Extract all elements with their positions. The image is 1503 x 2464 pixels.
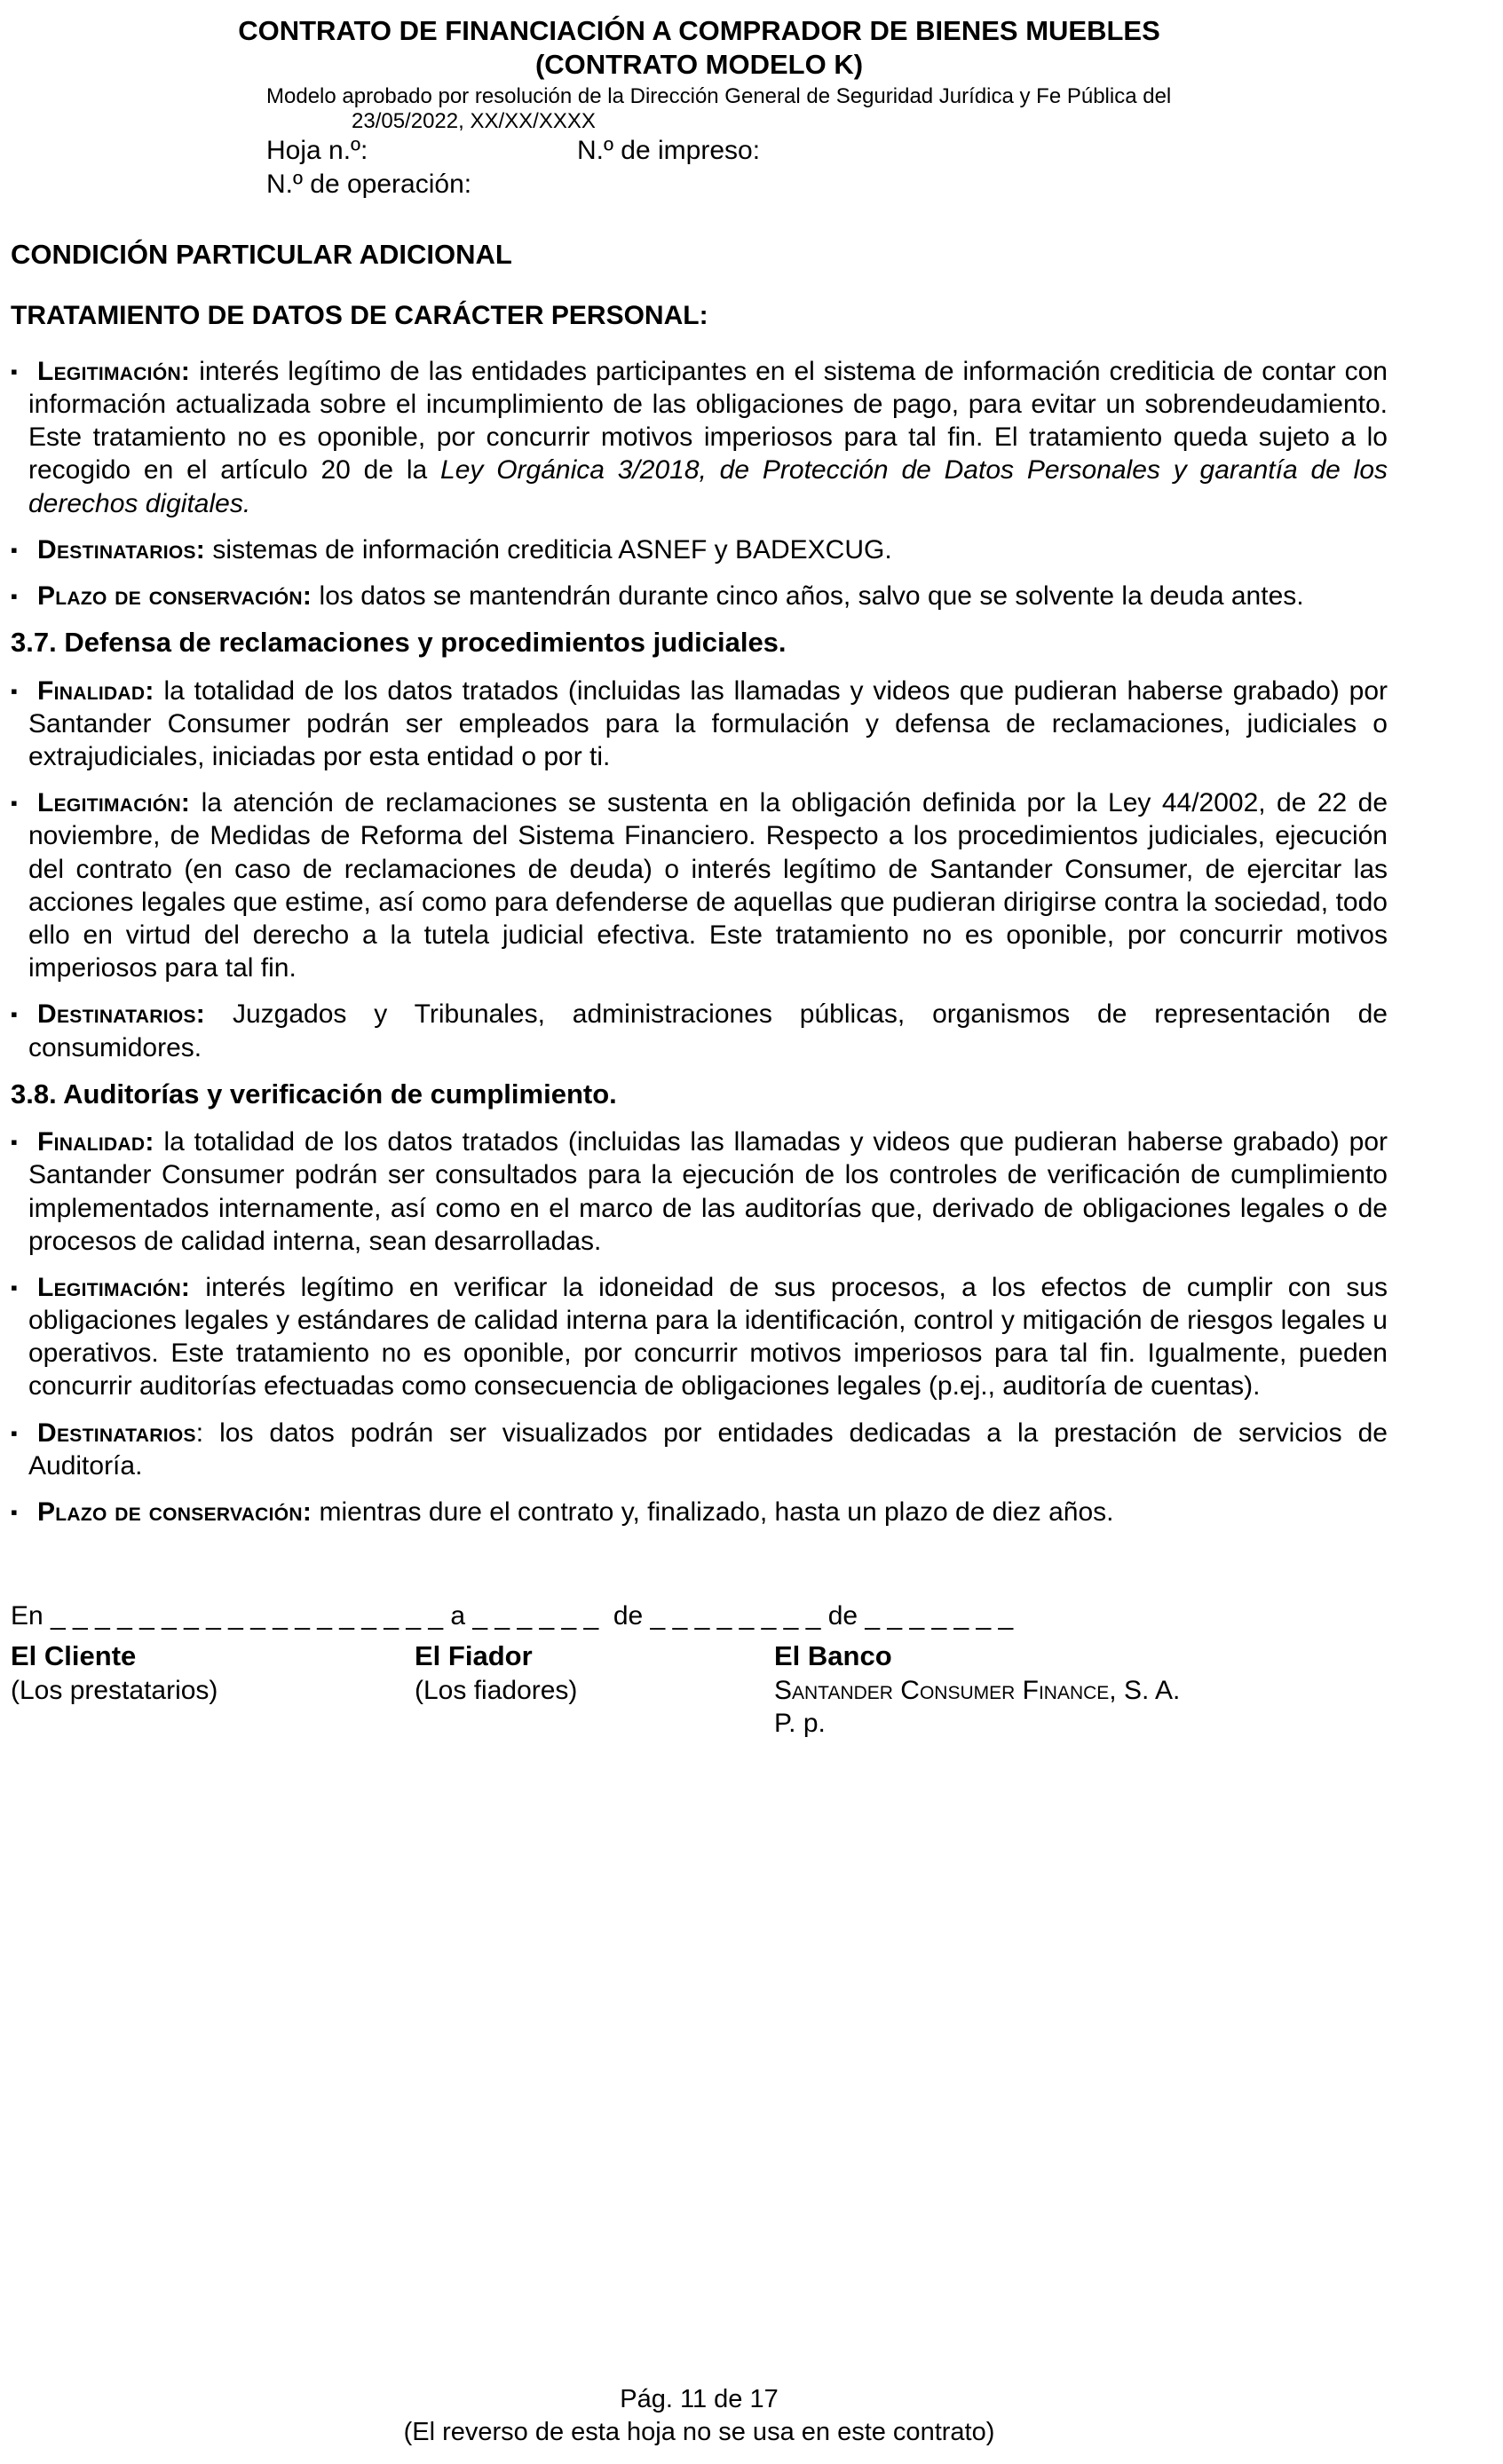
section-3-8-heading: 3.8. Auditorías y verificación de cumplimiento. [11,1078,617,1110]
additional-condition-heading: CONDICIÓN PARTICULAR ADICIONAL [11,239,512,271]
guarantor-title: El Fiador [415,1640,533,1672]
guarantor-subtitle: (Los fiadores) [415,1675,578,1705]
bullet-item [11,1417,1388,1482]
section-3-7-bullet-list [11,675,1388,1064]
bullet-square-icon: ▪ [11,1131,18,1154]
approval-text: Modelo aprobado por resolución de la Dirección General de Seguridad Jurídica y Fe Pública del [266,83,1172,108]
bullet-item [11,533,1388,566]
bullet-label: Legitimación: [37,356,191,386]
bullet-label: Plazo de conservación: [37,1497,312,1527]
signature-columns [11,1639,1388,1740]
bullet-label: Legitimación: [37,788,191,818]
client-title: El Cliente [11,1640,137,1672]
section-3-8 [11,1078,1388,1529]
bullet-text: la totalidad de los datos tratados (incluidas las llamadas y videos que pudieran haberse grabado) por Santander Consumer podrán ser consultados para la ejecución de los controles de verificación de cumplimiento implementados internamente, así como en el marco de las auditorías que, derivado de obligaciones legales o de procesos de calidad interna, sean desarrolladas. [28,1127,1388,1256]
client-subtitle: (Los prestatarios) [11,1675,218,1705]
bullet-text: interés legítimo en verificar la idoneidad de sus procesos, a los efectos de cumplir con sus obligaciones legales y estándares de calidad interna para la identificación, control y mitigación de riesgos legales u operativos. Este tratamiento no es oponible, por concurrir motivos imperiosos para tal fin. Igualmente, pueden concurrir auditorías efectuadas como consecuencia de obligaciones legales (p.ej., auditoría de cuentas). [28,1272,1388,1402]
sheet-number-label: Hoja n.º: [266,136,368,166]
bank-name: Santander Consumer Finance, S. A. [774,1675,1181,1705]
data-treatment-bullet-list [11,355,1388,612]
bullet-text: : los datos podrán ser visualizados por entidades dedicadas a la prestación de servicios de Auditoría. [28,1418,1388,1481]
bullet-item [11,786,1388,984]
signature-date-line: En _ _ _ _ _ _ _ _ _ _ _ _ _ _ _ _ _ _ a _ _ _ _ _ _ de _ _ _ _ _ _ _ _ de _ _ _ _ _ _ _ [11,1601,1014,1631]
bullet-item [11,580,1388,612]
signature-column-client [11,1639,415,1740]
signature-column-bank [774,1639,1388,1740]
bullet-label: Finalidad: [37,1127,154,1157]
data-treatment-heading: TRATAMIENTO DE DATOS DE CARÁCTER PERSONAL: [11,300,708,330]
bullet-square-icon: ▪ [11,792,18,815]
bullet-text: interés legítimo de las entidades participantes en el sistema de información crediticia de contar con información actualizada sobre el incumplimiento de las obligaciones de pago, para evitar un sobrendeudamiento. Este tratamiento no es oponible, por concurrir motivos imperiosos para tal fin. El tratamiento queda sujeto a lo recogido en el artículo 20 de la [28,356,1388,486]
page-number: Pág. 11 de 17 [620,2384,779,2413]
bullet-label: Finalidad: [37,675,154,706]
sheet-print-line [266,134,1388,168]
bullet-label: Plazo de conservación: [37,581,312,611]
bank-pp: P. p. [774,1709,826,1738]
approval-date: 23/05/2022, XX/XX/XXXX [352,108,596,133]
bullet-label: Legitimación: [37,1272,191,1302]
bullet-text: sistemas de información crediticia ASNEF y BADEXCUG. [205,534,892,565]
bullet-square-icon: ▪ [11,1501,18,1523]
operation-line [266,168,1388,201]
bullet-square-icon: ▪ [11,1421,18,1444]
bullet-text: la totalidad de los datos tratados (incluidas las llamadas y videos que pudieran haberse grabado) por Santander Consumer podrán ser empleados para la formulación y defensa de reclamaciones, judiciales o extrajudiciales, iniciadas por esta entidad o por ti. [28,675,1388,771]
section-3-7 [11,626,1388,1064]
section-3-8-bullet-list [11,1125,1388,1528]
bullet-square-icon: ▪ [11,1003,18,1026]
document-title: CONTRATO DE FINANCIACIÓN A COMPRADOR DE BIENES MUEBLES [238,15,1160,46]
bullet-text: mientras dure el contrato y, finalizado, hasta un plazo de diez años. [312,1497,1114,1527]
section-3-7-heading: 3.7. Defensa de reclamaciones y procedimientos judiciales. [11,627,787,659]
bank-title: El Banco [774,1640,892,1672]
bullet-square-icon: ▪ [11,359,18,383]
bullet-label: Destinatarios [37,1418,196,1448]
bullet-text: la atención de reclamaciones se sustenta en la obligación definida por la Ley 44/2002, de 22 de noviembre, de Medidas de Reforma del Sistema Financiero. Respecto a los procedimientos judiciales, ejecución del contrato (en caso de reclamaciones de deuda) o interés legítimo de Santander Consumer, de ejercitar las acciones legales que estime, así como para defenderse de aquellas que pudieran dirigirse contra la sociedad, todo ello en virtud del derecho a la tutela judicial efectiva. Este tratamiento no es oponible, por concurrir motivos imperiosos para tal fin. [28,788,1388,983]
page-footer [11,2383,1388,2450]
bullet-label: Destinatarios: [37,534,206,565]
bullet-item [11,998,1388,1063]
approval-note [266,84,1388,135]
bullet-label: Destinatarios: [37,999,206,1030]
signature-block [11,1599,1388,1740]
bullet-square-icon: ▪ [11,679,18,702]
bullet-item [11,675,1388,774]
print-number-label: N.º de impreso: [577,136,761,166]
bullet-square-icon: ▪ [11,1275,18,1299]
bullet-text: los datos se mantendrán durante cinco años, salvo que se solvente la deuda antes. [312,581,1304,611]
document-subtitle: (CONTRATO MODELO K) [534,48,864,80]
bullet-text-italic: Ley Orgánica 3/2018, de Protección de Datos Personales y garantía de los derechos digitales. [28,455,1388,518]
signature-column-guarantor [415,1639,774,1740]
footer-note: (El reverso de esta hoja no se usa en este contrato) [403,2418,995,2447]
bullet-square-icon: ▪ [11,538,18,561]
bullet-item [11,1125,1388,1258]
bullet-text: Juzgados y Tribunales, administraciones públicas, organismos de representación de consumidores. [28,999,1388,1062]
operation-number-label: N.º de operación: [266,169,472,199]
bullet-square-icon: ▪ [11,585,18,607]
bullet-item [11,355,1388,520]
bullet-item [11,1496,1388,1528]
bullet-item [11,1271,1388,1403]
